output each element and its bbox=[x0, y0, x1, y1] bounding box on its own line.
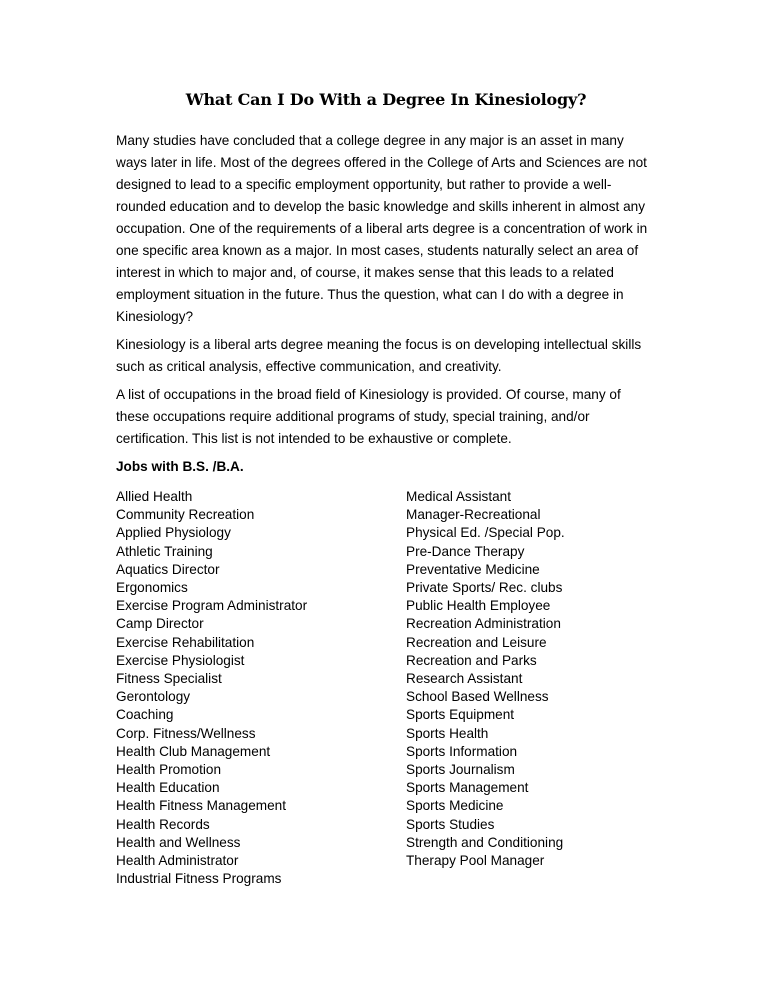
job-item: School Based Wellness bbox=[406, 689, 549, 705]
jobs-list-right bbox=[406, 488, 656, 888]
job-item: Ergonomics bbox=[116, 580, 188, 596]
job-item: Sports Information bbox=[406, 743, 518, 759]
job-item: Strength and Conditioning bbox=[406, 834, 564, 850]
job-item: Health Education bbox=[116, 780, 220, 796]
job-item: Health Club Management bbox=[116, 743, 271, 759]
occupations-paragraph: A list of occupations in the broad field of Kinesiology is provided. Of course, many of these occupations require additional programs of study, special training, and/or certification. This list is not intended to be exhaustive or complete. bbox=[116, 387, 621, 446]
job-item: Applied Physiology bbox=[116, 525, 231, 541]
job-item: Sports Equipment bbox=[406, 707, 515, 723]
job-item: Industrial Fitness Programs bbox=[116, 871, 282, 887]
job-item: Exercise Physiologist bbox=[116, 652, 245, 668]
job-item: Recreation and Parks bbox=[406, 652, 537, 668]
intro-paragraph: Many studies have concluded that a college degree in any major is an asset in many ways later in life. Most of the degrees offered in the College of Arts and Sciences are not designed to lead to a specific employment opportunity, but rather to provide a well-rounded education and to develop the basic knowledge and skills inherent in almost any occupation. One of the requirements of a liberal arts degree is a concentration of work in one specific area known as a major. In most cases, students naturally select an area of interest in which to major and, of course, it makes sense that this leads to a related employment situation in the future. Thus the question, what can I do with a degree in Kinesiology? bbox=[116, 133, 648, 324]
job-item: Gerontology bbox=[116, 689, 191, 705]
job-item: Sports Medicine bbox=[406, 798, 504, 814]
job-item: Medical Assistant bbox=[406, 489, 512, 504]
job-item: Recreation and Leisure bbox=[406, 634, 547, 650]
jobs-list-left bbox=[116, 488, 406, 888]
job-item: Sports Journalism bbox=[406, 762, 515, 778]
job-item: Sports Health bbox=[406, 725, 489, 741]
job-item: Health Fitness Management bbox=[116, 798, 287, 814]
liberal-arts-paragraph: Kinesiology is a liberal arts degree meaning the focus is on developing intellectual skills such as critical analysis, effective communication, and creativity. bbox=[116, 337, 642, 374]
job-item: Health Administrator bbox=[116, 853, 239, 869]
document-page bbox=[116, 80, 656, 888]
page-title: What Can I Do With a Degree In Kinesiology? bbox=[185, 90, 587, 109]
job-item: Manager-Recreational bbox=[406, 507, 541, 523]
job-item: Exercise Rehabilitation bbox=[116, 634, 255, 650]
job-item: Health and Wellness bbox=[116, 834, 241, 850]
job-item: Community Recreation bbox=[116, 507, 255, 523]
job-item: Coaching bbox=[116, 707, 174, 723]
job-item: Camp Director bbox=[116, 616, 204, 632]
job-item: Sports Management bbox=[406, 780, 529, 796]
job-item: Recreation Administration bbox=[406, 616, 561, 632]
job-item: Pre-Dance Therapy bbox=[406, 543, 525, 559]
job-item: Physical Ed. /Special Pop. bbox=[406, 525, 565, 541]
job-item: Allied Health bbox=[116, 489, 193, 504]
job-item: Corp. Fitness/Wellness bbox=[116, 725, 256, 741]
jobs-columns bbox=[116, 488, 656, 888]
job-item: Fitness Specialist bbox=[116, 671, 222, 687]
job-item: Sports Studies bbox=[406, 816, 495, 832]
job-item: Private Sports/ Rec. clubs bbox=[406, 580, 563, 596]
job-item: Aquatics Director bbox=[116, 561, 220, 577]
job-item: Athletic Training bbox=[116, 543, 213, 559]
job-item: Research Assistant bbox=[406, 671, 523, 687]
job-item: Health Records bbox=[116, 816, 210, 832]
job-item: Preventative Medicine bbox=[406, 561, 540, 577]
jobs-heading: Jobs with B.S. /B.A. bbox=[116, 459, 244, 474]
job-item: Therapy Pool Manager bbox=[406, 853, 545, 869]
job-item: Exercise Program Administrator bbox=[116, 598, 308, 614]
job-item: Public Health Employee bbox=[406, 598, 551, 614]
job-item: Health Promotion bbox=[116, 762, 222, 778]
